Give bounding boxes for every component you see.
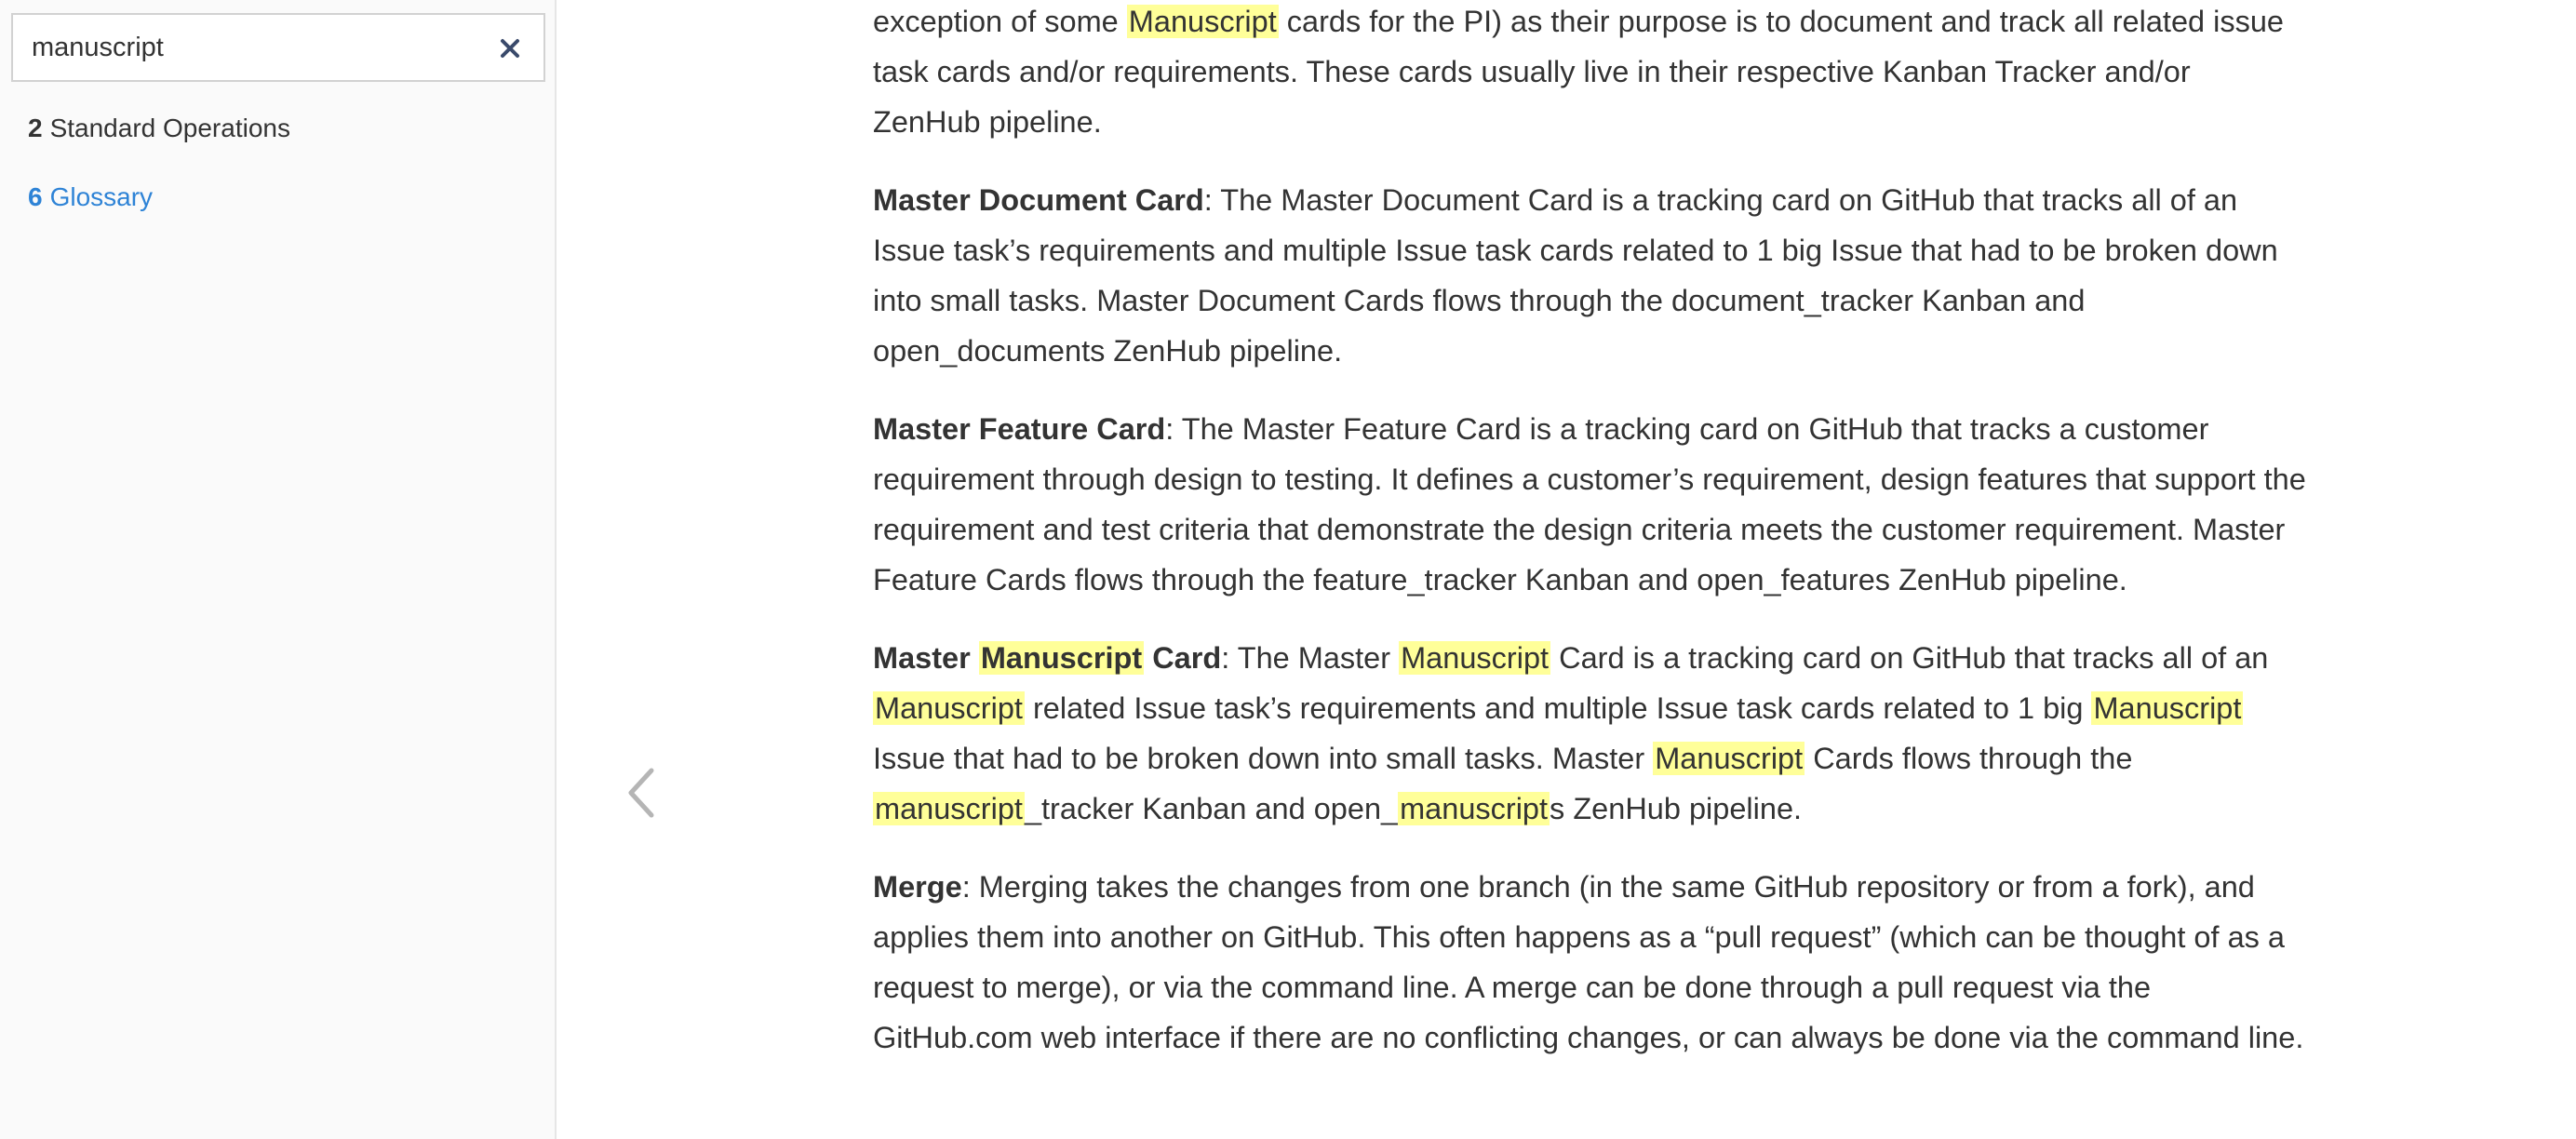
search-highlight: manuscript (875, 792, 1023, 825)
toc-item-label: Glossary (49, 182, 154, 211)
search-input[interactable] (20, 15, 467, 80)
search-highlight: Manuscript (875, 691, 1023, 725)
chevron-left-icon (620, 765, 666, 821)
search-highlight: Manuscript (2093, 691, 2242, 725)
toc-item-number: 6 (28, 182, 43, 211)
search-box (11, 13, 545, 82)
toc-list (28, 110, 290, 248)
term-text: Master (873, 641, 979, 675)
paragraph-text: cards for the PI) as their purpose is to document and track all related issue task cards and/or requirements. These cards usually live in their respective Kanban Tracker and/or ZenHub pipeline. (873, 5, 2285, 139)
term-text: Card (1144, 641, 1222, 675)
glossary-entry-master-feature-card (873, 404, 2306, 605)
definition-text: related Issue task’s requirements and multiple Issue task cards related to 1 big (1024, 691, 2092, 725)
glossary-term: Master Feature Card (873, 412, 1166, 446)
glossary-definition: : The Master Feature Card is a tracking card on GitHub that tracks a customer requirement through design to testing. It defines a customer’s requirement, design features that support the requirement and test criteria that demonstrate the design criteria meets the customer requirement. Master Feature Cards flows through the feature_tracker Kanban and open_features ZenHub pipeline. (873, 412, 2306, 596)
glossary-term (873, 641, 1221, 675)
previous-page-button[interactable] (620, 765, 666, 821)
search-highlight: Manuscript (1128, 5, 1277, 38)
search-highlight: manuscript (1400, 792, 1549, 825)
glossary-entry-master-document-card (873, 175, 2306, 376)
close-icon (500, 38, 520, 59)
clear-search-button[interactable] (490, 28, 530, 69)
toc-item-number: 2 (28, 114, 43, 142)
definition-text: _tracker Kanban and open_ (1024, 792, 1399, 825)
definition-text: : The Master (1221, 641, 1400, 675)
glossary-definition: : Merging takes the changes from one branch (in the same GitHub repository or from a fork), and applies them into another on GitHub. This often happens as a “pull request” (which can be thought of as a request to merge), or via the command line. A merge can be done through a pull request via the GitHub.com web interface if there are no conflicting changes, or can always be done via the command line. (873, 870, 2304, 1054)
book-summary-sidebar (0, 0, 557, 1139)
glossary-entry-merge (873, 862, 2306, 1063)
search-highlight: Manuscript (980, 641, 1143, 675)
glossary-entry-master-manuscript-card (873, 633, 2306, 834)
definition-text: Card is a tracking card on GitHub that tracks all of an (1550, 641, 2269, 675)
glossary-term: Master Document Card (873, 183, 1204, 217)
glossary-definition: : The Master Document Card is a tracking card on GitHub that tracks all of an Issue task’s requirements and multiple Issue task cards related to 1 big Issue that had to be broken down into small tasks. Master Document Cards flows through the document_tracker Kanban and open_documents ZenHub pipeline. (873, 183, 2278, 368)
toc-item-glossary[interactable] (28, 179, 290, 216)
paragraph-text: exception of some (873, 5, 1127, 38)
definition-text: Issue that had to be broken down into small tasks. Master (873, 742, 1654, 775)
definition-text: Cards flows through the (1805, 742, 2133, 775)
definition-text: s ZenHub pipeline. (1550, 792, 1803, 825)
search-highlight: Manuscript (1655, 742, 1804, 775)
glossary-content (873, 0, 2306, 1091)
glossary-term: Merge (873, 870, 962, 904)
glossary-paragraph (873, 0, 2306, 147)
toc-item-standard-operations[interactable] (28, 110, 290, 147)
toc-item-label: Standard Operations (49, 114, 290, 142)
search-highlight: Manuscript (1401, 641, 1550, 675)
